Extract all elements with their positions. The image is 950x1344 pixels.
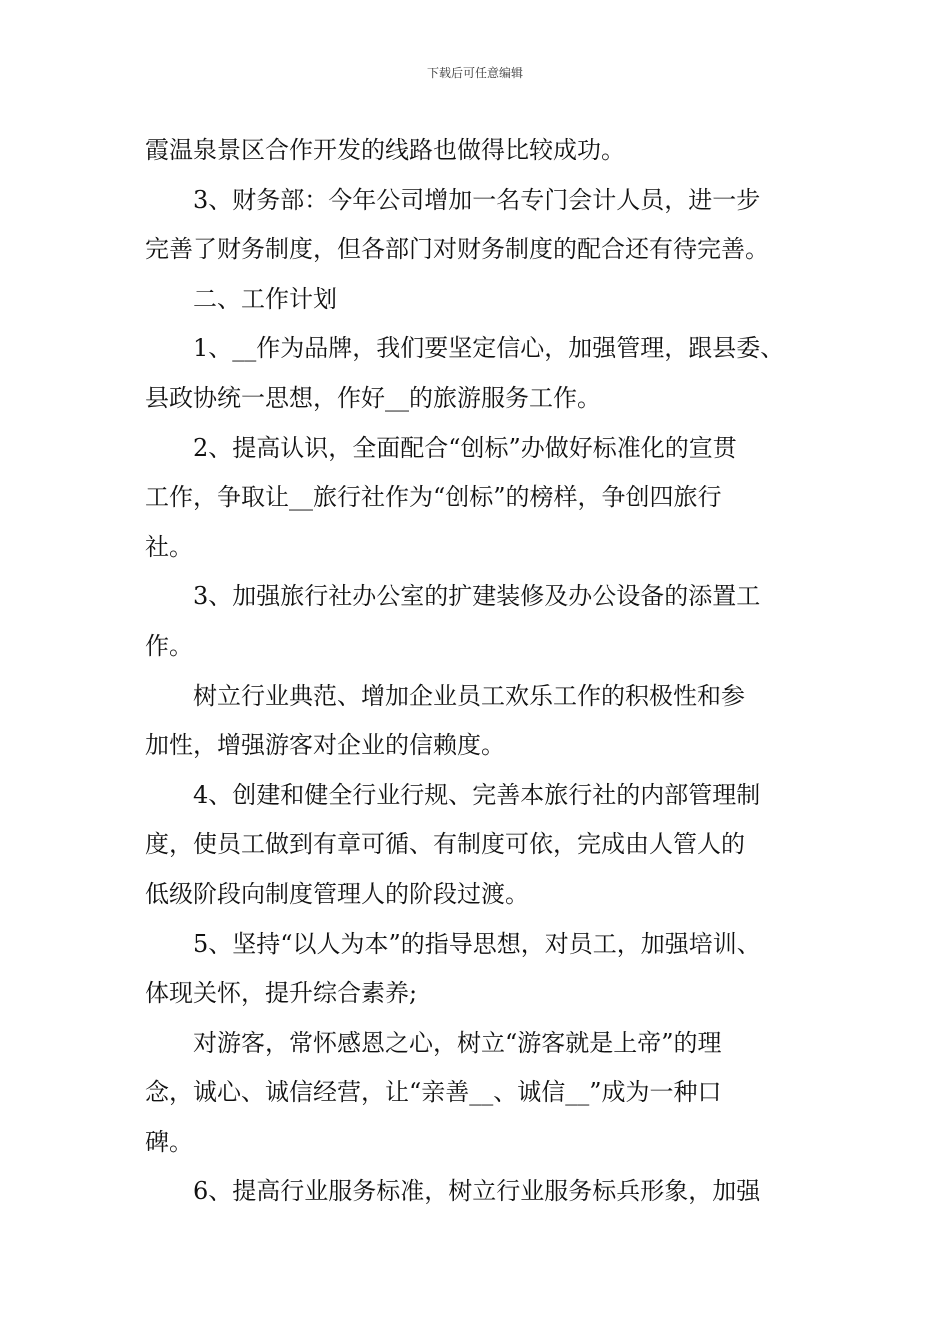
text-line: 工作，争取让__旅行社作为“创标”的榜样，争创四旅行: [145, 483, 722, 512]
text-line: 县政协统一思想，作好__的旅游服务工作。: [145, 383, 601, 412]
page-header: 下载后可任意编辑: [426, 66, 523, 80]
text-line: 霞温泉景区合作开发的线路也做得比较成功。: [145, 136, 625, 164]
text-line: 作。: [145, 631, 193, 660]
document-body: [145, 126, 825, 1217]
text-line: 体现关怀，提升综合素养;: [145, 979, 418, 1008]
text-line: 5、坚持“以人为本”的指导思想，对员工，加强培训、: [193, 929, 761, 958]
text-line: 碑。: [145, 1127, 193, 1156]
text-line: 2、提高认识，全面配合“创标”办做好标准化的宣贯: [193, 433, 737, 462]
text-line: 3、财务部：今年公司增加一名专门会计人员，进一步: [193, 185, 761, 214]
text-line: 4、创建和健全行业行规、完善本旅行社的内部管理制: [193, 780, 761, 809]
text-line: 社。: [145, 532, 193, 561]
text-line: 度，使员工做到有章可循、有制度可依，完成由人管人的: [145, 830, 745, 859]
text-line: 3、加强旅行社办公室的扩建装修及办公设备的添置工: [193, 582, 761, 611]
text-line: 完善了财务制度，但各部门对财务制度的配合还有待完善。: [145, 235, 769, 264]
text-line: 二、工作计划: [193, 284, 337, 313]
text-line: 树立行业典范、增加企业员工欢乐工作的积极性和参: [193, 681, 745, 710]
text-line: 6、提高行业服务标准，树立行业服务标兵形象，加强: [193, 1177, 761, 1206]
text-line: 对游客，常怀感恩之心，树立“游客就是上帝”的理: [193, 1028, 722, 1057]
text-line: 低级阶段向制度管理人的阶段过渡。: [145, 879, 529, 908]
text-line: 1、__作为品牌，我们要坚定信心，加强管理，跟县委、: [193, 334, 785, 363]
text-line: 念，诚心、诚信经营，让“亲善__、诚信__”成为一种口: [145, 1078, 722, 1107]
text-line: 加性，增强游客对企业的信赖度。: [145, 731, 505, 760]
